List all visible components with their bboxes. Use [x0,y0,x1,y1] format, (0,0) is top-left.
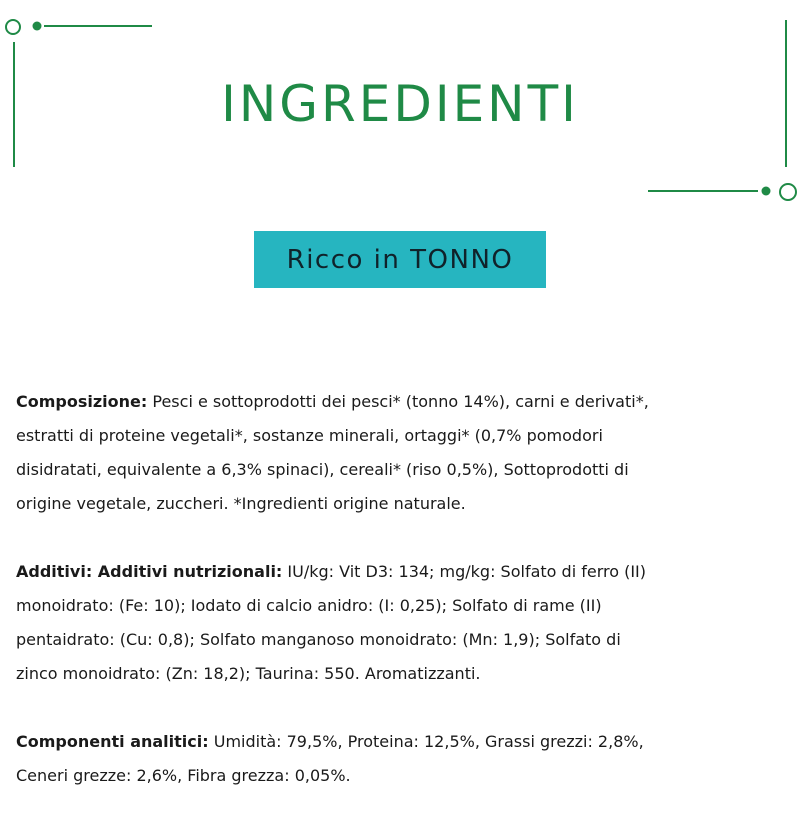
analytical-line-2: Ceneri grezze: 2,6%, Fibra grezza: 0,05%. [16,766,351,785]
composition-paragraph [16,385,791,521]
additives-line-4: zinco monoidrato: (Zn: 18,2); Taurina: 550. Aromatizzanti. [16,664,481,683]
top-left-dot [33,22,42,31]
composition-line-2: estratti di proteine vegetali*, sostanze minerali, ortaggi* (0,7% pomodori [16,426,603,445]
composition-line-4: origine vegetale, zuccheri. *Ingredienti origine naturale. [16,494,466,513]
flavor-badge-label: Ricco in TONNO [286,244,514,275]
additives-line-3: pentaidrato: (Cu: 0,8); Solfato manganoso monoidrato: (Mn: 1,9); Solfato di [16,630,621,649]
additives-line-2: monoidrato: (Fe: 10); Iodato di calcio anidro: (I: 0,25); Solfato di rame (II) [16,596,602,615]
analytical-components-label: Componenti analitici: [16,732,209,751]
flavor-badge [254,231,546,288]
page-title: INGREDIENTI [221,75,579,133]
additives-label: Additivi: Additivi nutrizionali: [16,562,283,581]
analytical-line-1: Umidità: 79,5%, Proteina: 12,5%, Grassi grezzi: 2,8%, [208,732,644,751]
composition-line-1: Pesci e sottoprodotti dei pesci* (tonno 14%), carni e derivati*, [147,392,649,411]
bottom-right-dot [762,187,771,196]
composition-line-3: disidratati, equivalente a 6,3% spinaci), cereali* (riso 0,5%), Sottoprodotti di [16,460,629,479]
analytical-components-paragraph [16,725,791,793]
additives-line-1: IU/kg: Vit D3: 134; mg/kg: Solfato di ferro (II) [282,562,647,581]
composition-label: Composizione: [16,392,148,411]
ingredients-text [16,385,791,827]
additives-paragraph [16,555,791,691]
